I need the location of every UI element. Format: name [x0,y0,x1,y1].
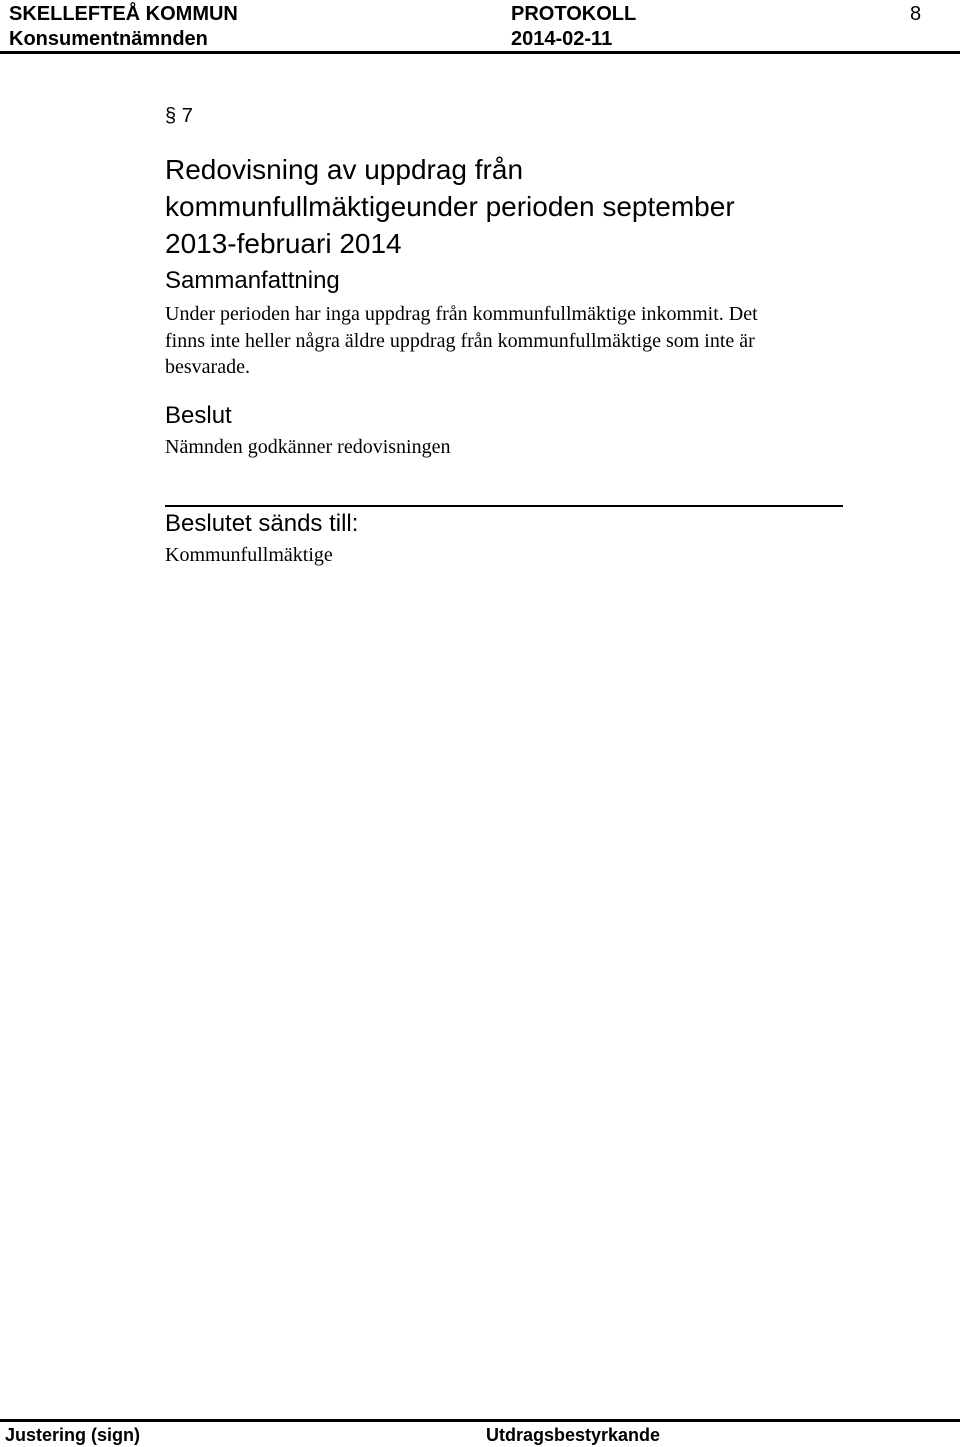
section-title-line: 2013-februari 2014 [165,228,402,259]
paragraph-number-value: 7 [181,105,193,127]
paragraph-sign: § [165,105,177,127]
summary-line: finns inte heller några äldre uppdrag från kommunfullmäktige som inte är [165,329,755,352]
section-title [165,151,865,262]
summary-line: besvarade. [165,356,250,378]
meeting-date: 2014-02-11 [511,28,613,50]
distribution-recipient: Kommunfullmäktige [165,544,333,566]
municipality-name: SKELLEFTEÅ KOMMUN [9,3,238,25]
distribution-heading: Beslutet sänds till: [165,510,359,537]
paragraph-number [165,103,193,129]
summary-text [165,301,758,381]
document-type: PROTOKOLL [511,3,637,25]
summary-heading: Sammanfattning [165,267,340,294]
section-title-line: kommunfullmäktigeunder perioden september [165,191,735,222]
footer-divider [0,1419,960,1422]
signature-label: Justering (sign) [5,1425,141,1445]
certification-label: Utdragsbestyrkande [486,1425,661,1445]
decision-text: Nämnden godkänner redovisningen [165,436,451,458]
section-title-line: Redovisning av uppdrag från [165,154,524,185]
distribution-divider [165,505,843,507]
summary-line: Under perioden har inga uppdrag från kommunfullmäktige inkommit. Det [165,303,758,325]
committee-name: Konsumentnämnden [9,28,208,50]
decision-heading: Beslut [165,402,232,429]
header-divider [0,51,960,54]
page-number: 8 [910,3,922,25]
